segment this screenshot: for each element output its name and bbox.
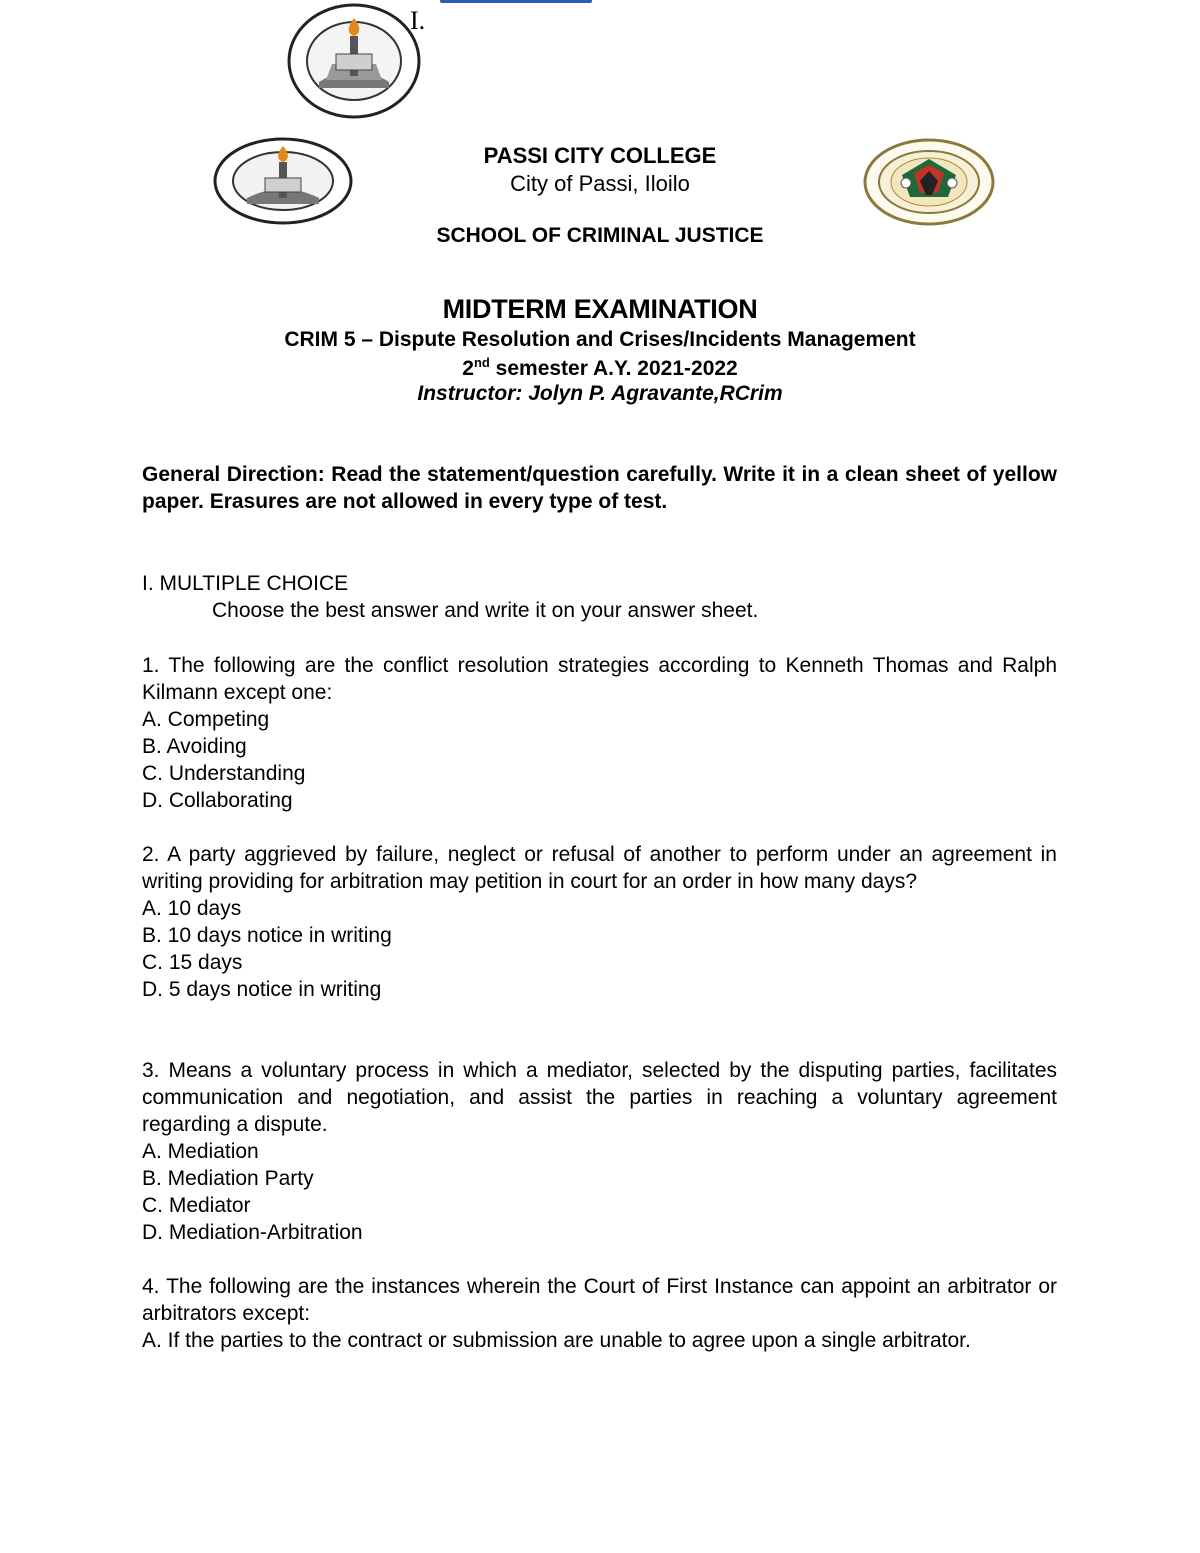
answer-option: C. 15 days	[142, 951, 243, 974]
semester-text: semester A.Y. 2021-2022	[489, 357, 738, 380]
answer-option: A. 10 days	[142, 897, 242, 920]
answer-option: A. Competing	[142, 708, 270, 731]
college-name: PASSI CITY COLLEGE	[483, 143, 717, 168]
question-4	[142, 1273, 1057, 1354]
answer-option: B. Avoiding	[142, 735, 247, 758]
answer-option: D. Collaborating	[142, 789, 293, 812]
college-city: City of Passi, Iloilo	[510, 171, 690, 196]
question-3	[142, 1057, 1057, 1246]
course-title: CRIM 5 – Dispute Resolution and Crises/Incidents Management	[284, 328, 916, 351]
section-instruction: Choose the best answer and write it on your answer sheet.	[212, 599, 759, 622]
question-2	[142, 841, 1057, 1003]
semester-number: 2	[462, 357, 474, 380]
answer-option: C. Understanding	[142, 762, 306, 785]
exam-title: MIDTERM EXAMINATION	[442, 294, 758, 324]
answer-option: A. If the parties to the contract or submission are unable to agree upon a single arbitrator.	[142, 1329, 971, 1352]
general-direction: General Direction: Read the statement/question carefully. Write it in a clean sheet of yellow paper. Erasures are not allowed in every type of test.	[142, 463, 1057, 513]
question-text: 4. The following are the instances wherein the Court of First Instance can appoint an arbitrator or arbitrators except:	[142, 1275, 1057, 1325]
answer-option: B. Mediation Party	[142, 1167, 314, 1190]
semester-suffix: nd	[473, 355, 490, 370]
answer-option: C. Mediator	[142, 1194, 251, 1217]
instructor-line: Instructor: Jolyn P. Agravante,RCrim	[417, 382, 783, 405]
top-mark: I.	[410, 6, 426, 35]
answer-option: D. Mediation-Arbitration	[142, 1221, 363, 1244]
answer-option: B. 10 days notice in writing	[142, 924, 392, 947]
school-name: SCHOOL OF CRIMINAL JUSTICE	[436, 224, 764, 247]
answer-option: A. Mediation	[142, 1140, 259, 1163]
question-text: 2. A party aggrieved by failure, neglect or refusal of another to perform under an agreement in writing providing for arbitration may petition in court for an order in how many days?	[142, 843, 1057, 893]
question-1	[142, 652, 1057, 814]
college-seal-top-icon	[286, 2, 422, 120]
semester-line	[0, 355, 1200, 381]
top-decorative-bar	[440, 0, 592, 3]
question-text: 1. The following are the conflict resolution strategies according to Kenneth Thomas and Ralph Kilmann except one:	[142, 654, 1057, 704]
section-title: I. MULTIPLE CHOICE	[142, 572, 349, 595]
answer-option: D. 5 days notice in writing	[142, 978, 382, 1001]
question-text: 3. Means a voluntary process in which a mediator, selected by the disputing parties, facilitates communication and negotiation, and assist the parties in reaching a voluntary agreement regarding a dispute.	[142, 1059, 1057, 1136]
